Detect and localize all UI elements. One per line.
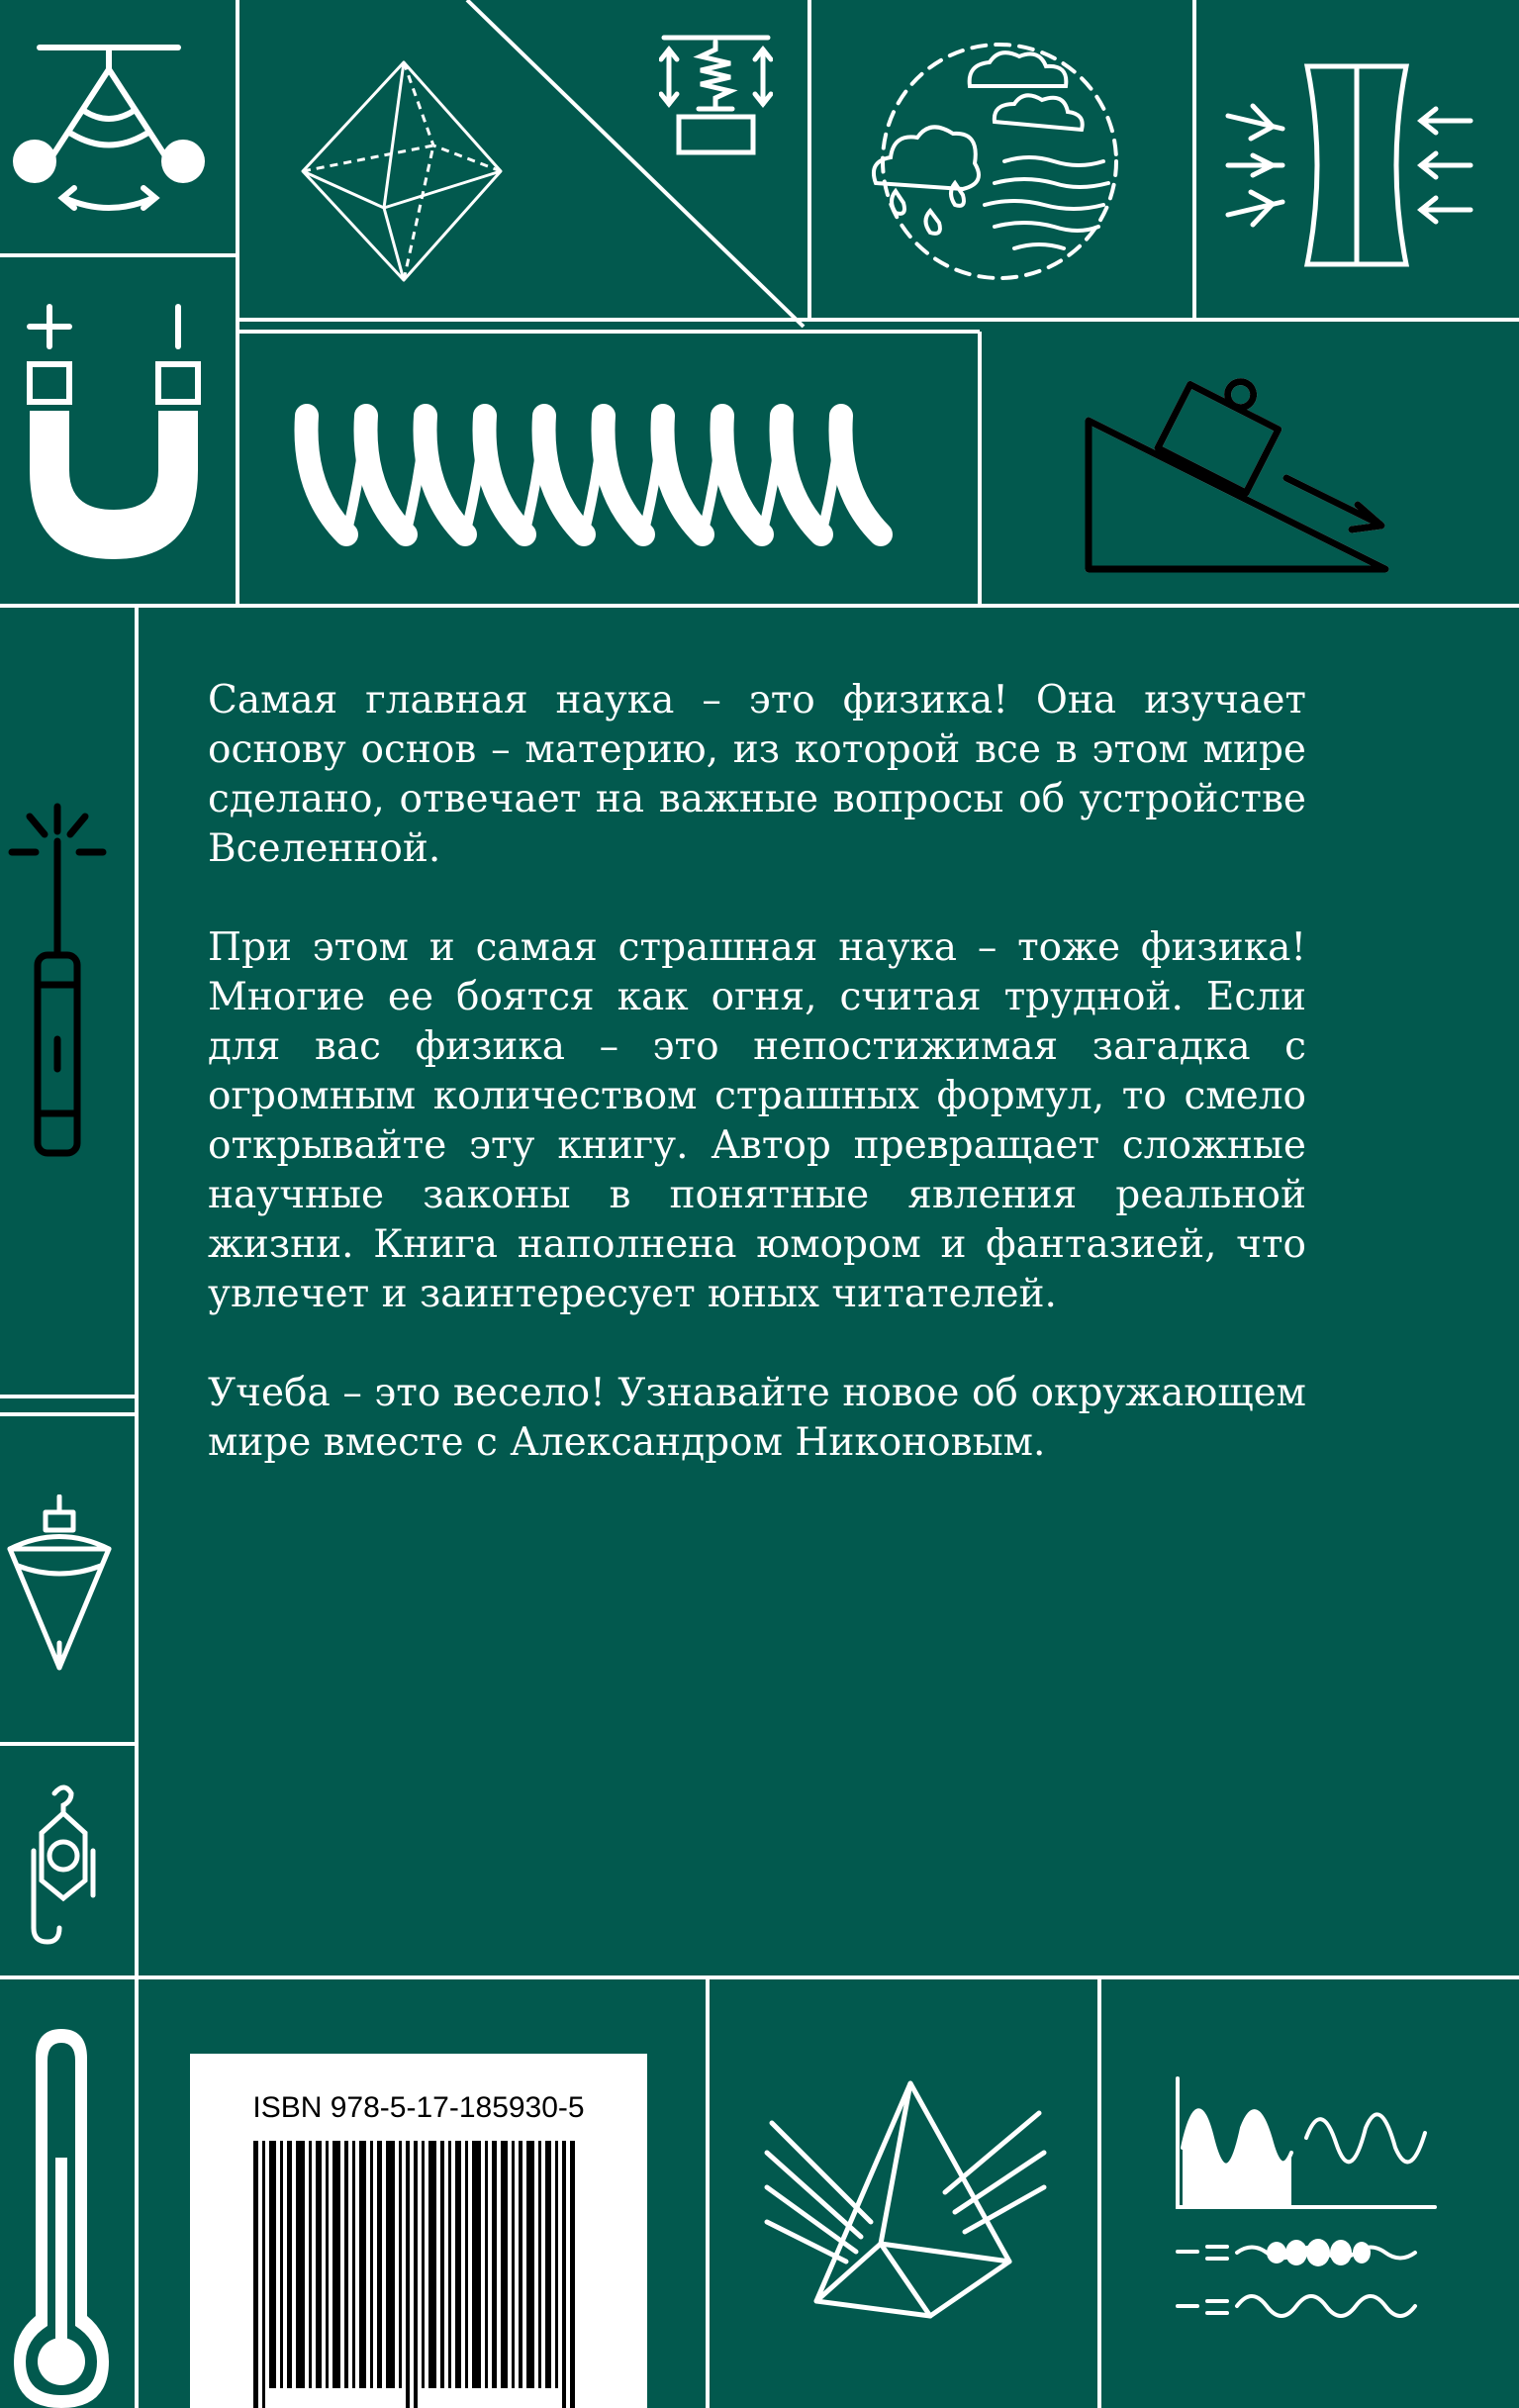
wave-graph-icon — [1158, 2069, 1455, 2336]
blurb — [208, 676, 1306, 1517]
spring-press-icon — [659, 30, 773, 158]
prism-icon — [762, 2073, 1049, 2321]
sparkler-icon — [0, 797, 119, 1173]
isbn-label: ISBN 978-5-17-185930-5 — [252, 2091, 585, 2124]
blurb-paragraph-3: Учеба – это весело! Узнавайте новое об окружающем мире вместе с Александром Никоновым. — [208, 1371, 1306, 1465]
pendulum-icon — [0, 30, 218, 228]
coil-spring-icon — [292, 396, 925, 549]
inclined-plane-icon — [1079, 361, 1405, 579]
blurb-paragraph-1: Самая главная наука – это физика! Она изучает основу основ – материю, из которой все в этом мире сделано, отвечает на важные вопросы об устройстве Вселенной. — [208, 678, 1306, 871]
thermometer-icon — [0, 2019, 119, 2408]
barcode-bars — [253, 2141, 590, 2408]
isbn-barcode — [190, 2054, 647, 2408]
magnet-icon — [10, 297, 208, 574]
lens-icon — [1223, 61, 1475, 274]
plumb-bob-icon — [0, 1494, 119, 1678]
octahedron-icon — [285, 54, 522, 292]
blurb-paragraph-2: При этом и самая страшная наука – тоже физика! Многие ее боятся как огня, считая трудной. Если для вас физика – это непостижимая загадка с огромным количеством страшных формул, то смело открывайте эту книгу. Автор превращает сложные научные законы в понятные явления реальной жизни. Книга наполнена юмором и фантазией, что увлечет и заинтересует юных читателей. — [208, 925, 1306, 1316]
pulley-icon — [20, 1782, 109, 1950]
weather-icon — [856, 35, 1143, 292]
